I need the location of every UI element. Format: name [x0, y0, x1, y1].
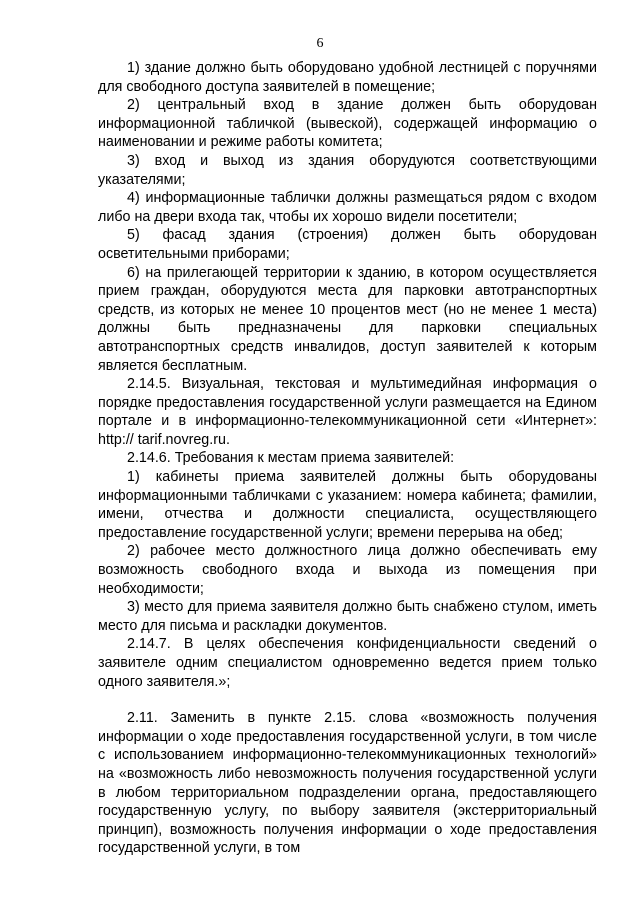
page-number: 6	[316, 36, 324, 51]
paragraph-requirement-2: 2) рабочее место должностного лица должно обеспечивать ему возможность свободного входа и выхода из помещения при необходимости;	[98, 543, 597, 597]
paragraph-2-14-5: 2.14.5. Визуальная, текстовая и мультимедийная информация о порядке предоставления государственной услуги размещается на Едином портале и в информационно-телекоммуникационной сети «Интернет»: http:// tarif.novreg.ru.	[98, 376, 597, 448]
paragraph-2-11: 2.11. Заменить в пункте 2.15. слова «возможность получения информации о ходе предоставления государственной услуги, в том числе с использованием информационно-телекоммуникационных технологий» на «возможность либо невозможность получения государственной услуги в любом территориальном подразделении органа, предоставляющего государственную услугу, по выбору заявителя (экстерриториальный принцип), возможность получения информации о ходе предоставления государственной услуги, в том	[98, 710, 597, 857]
paragraph-2-14-7: 2.14.7. В целях обеспечения конфиденциальности сведений о заявителе одним специалистом одновременно ведется прием только одного заявителя.»;	[98, 636, 597, 690]
paragraph-item-6: 6) на прилегающей территории к зданию, в котором осуществляется прием граждан, оборудуются места для парковки автотранспортных средств, из которых не менее 10 процентов мест (но не менее 1 места) должны быть предназначены для парковки специальных автотранспортных средств инвалидов, доступ заявителей к которым является бесплатным.	[98, 264, 597, 374]
document-body	[98, 59, 597, 858]
paragraph-item-4: 4) информационные таблички должны размещаться рядом с входом либо на двери входа так, чтобы их хорошо видели посетители;	[98, 190, 597, 225]
paragraph-requirement-3: 3) место для приема заявителя должно быть снабжено стулом, иметь место для письма и раскладки документов.	[98, 599, 597, 634]
paragraph-item-5: 5) фасад здания (строения) должен быть оборудован осветительными приборами;	[98, 227, 597, 262]
paragraph-item-2: 2) центральный вход в здание должен быть оборудован информационной табличкой (вывеской), содержащей информацию о наименовании и режиме работы комитета;	[98, 97, 597, 151]
paragraph-2-14-6: 2.14.6. Требования к местам приема заявителей:	[127, 450, 455, 467]
paragraph-item-3: 3) вход и выход из здания оборудуются соответствующими указателями;	[98, 152, 597, 188]
paragraph-item-1: 1) здание должно быть оборудовано удобной лестницей с поручнями для свободного доступа заявителей в помещение;	[98, 60, 597, 95]
paragraph-requirement-1: 1) кабинеты приема заявителей должны быть оборудованы информационными табличками с указанием: номера кабинета; фамилии, имени, отчества и должности специалиста, осуществляющего предоставление государственной услуги; времени перерыва на обед;	[98, 469, 597, 541]
